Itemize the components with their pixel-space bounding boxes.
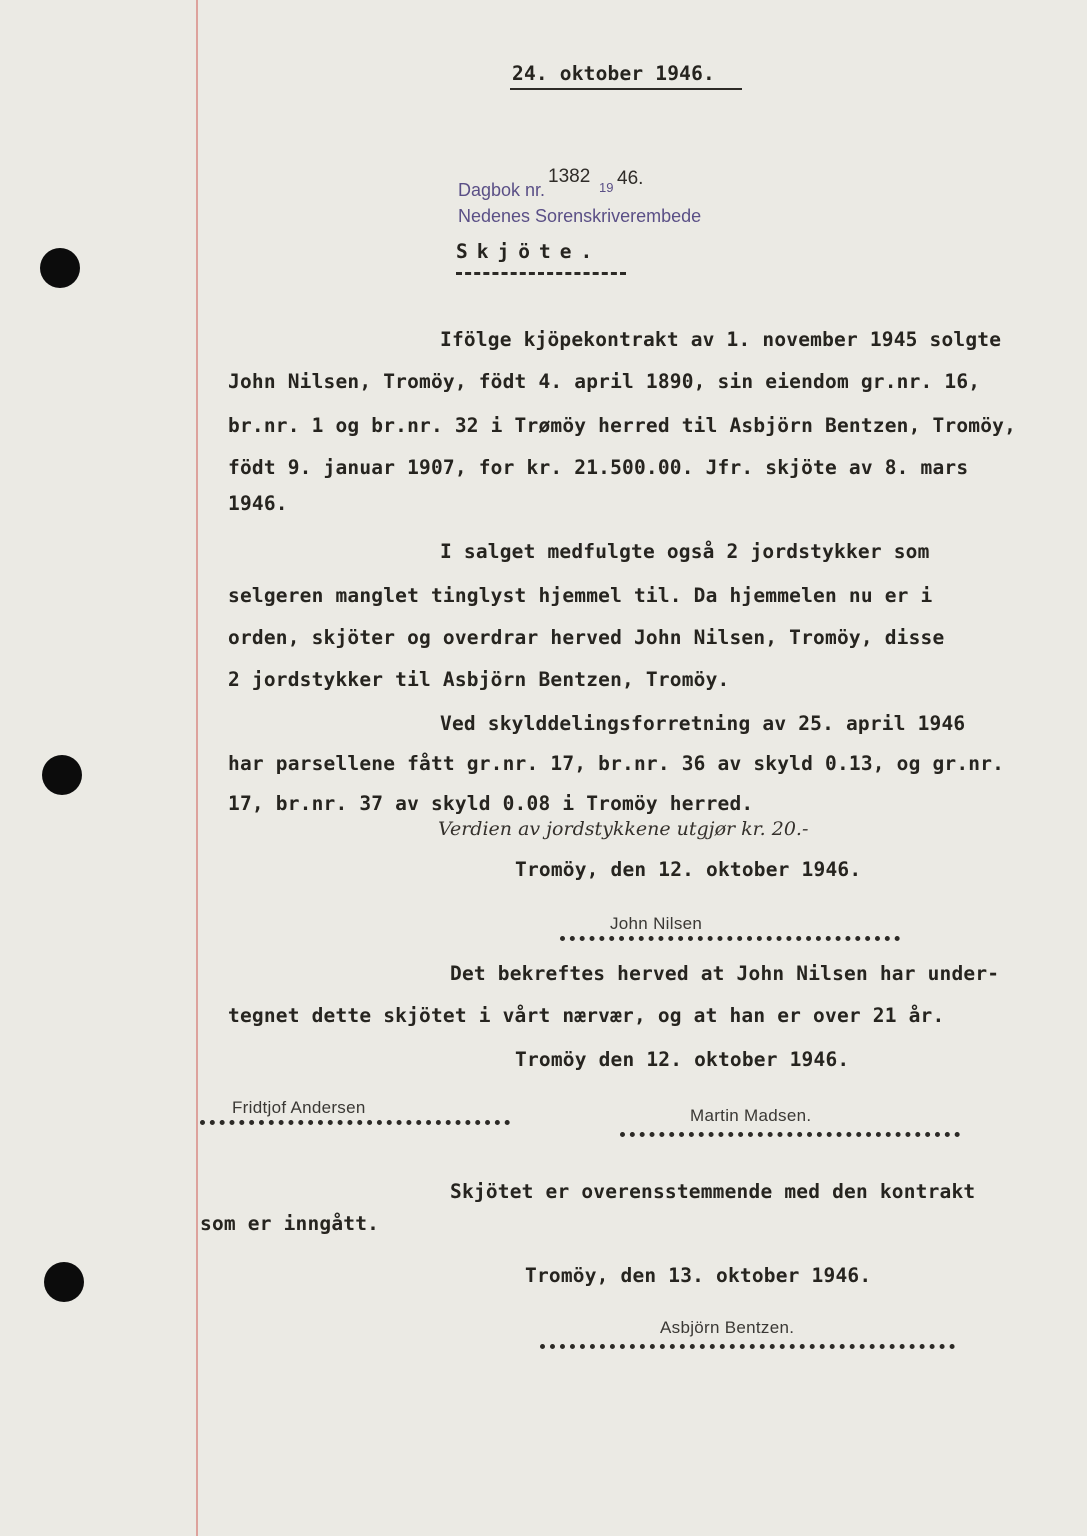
text-line: 17, br.nr. 37 av skyld 0.08 i Tromöy herred. xyxy=(228,792,754,815)
title-underline xyxy=(456,272,626,275)
text-line: br.nr. 1 og br.nr. 32 i Trømöy herred til Asbjörn Bentzen, Tromöy, xyxy=(228,414,1017,437)
punch-hole xyxy=(40,248,80,288)
place-date: Tromöy den 12. oktober 1946. xyxy=(515,1048,850,1071)
text-line: som er inngått. xyxy=(200,1212,380,1235)
place-date: Tromöy, den 12. oktober 1946. xyxy=(515,858,862,881)
place-date: Tromöy, den 13. oktober 1946. xyxy=(525,1264,872,1287)
signature-line xyxy=(540,1344,955,1349)
text-line: selgeren manglet tinglyst hjemmel til. Da hjemmelen nu er i xyxy=(228,584,933,607)
signature-line xyxy=(560,936,900,941)
text-line: orden, skjöter og overdrar herved John Nilsen, Tromöy, disse xyxy=(228,626,945,649)
signature-witness-1: Fridtjof Andersen xyxy=(232,1098,366,1117)
dagbok-year-suffix: 46. xyxy=(617,168,644,189)
signature-witness-2: Martin Madsen. xyxy=(690,1106,812,1125)
dagbok-number: 1382 xyxy=(548,166,591,187)
signature-john-nilsen: John Nilsen xyxy=(610,914,703,933)
text-line: har parsellene fått gr.nr. 17, br.nr. 36 av skyld 0.13, og gr.nr. xyxy=(228,752,1005,775)
document-date: 24. oktober 1946. xyxy=(512,62,715,85)
text-line: Ved skylddelingsforretning av 25. april 1946 xyxy=(440,712,966,735)
handwritten-note: Verdien av jordstykkene utgjør kr. 20.- xyxy=(438,818,809,840)
dagbok-label: Dagbok nr. xyxy=(458,180,546,200)
text-line: I salget medfulgte også 2 jordstykker som xyxy=(440,540,930,563)
office-stamp: Nedenes Sorenskriverembede xyxy=(458,206,702,226)
signature-line xyxy=(200,1120,510,1125)
text-line: John Nilsen, Tromöy, födt 4. april 1890, sin eiendom gr.nr. 16, xyxy=(228,370,981,393)
text-line: tegnet dette skjötet i vårt nærvær, og at han er over 21 år. xyxy=(228,1004,945,1027)
text-line: Det bekreftes herved at John Nilsen har under- xyxy=(450,962,1000,985)
punch-hole xyxy=(42,755,82,795)
dagbok-year-prefix: 19 xyxy=(599,180,614,195)
signature-asbjorn-bentzen: Asbjörn Bentzen. xyxy=(660,1318,795,1337)
date-underline xyxy=(510,88,742,90)
document-title: Skjöte. xyxy=(456,240,602,263)
text-line: födt 9. januar 1907, for kr. 21.500.00. Jfr. skjöte av 8. mars xyxy=(228,456,969,479)
margin-line xyxy=(196,0,198,1536)
text-line: 1946. xyxy=(228,492,288,515)
text-line: Ifölge kjöpekontrakt av 1. november 1945 solgte xyxy=(440,328,1002,351)
text-line: 2 jordstykker til Asbjörn Bentzen, Tromöy. xyxy=(228,668,730,691)
punch-hole xyxy=(44,1262,84,1302)
text-line: Skjötet er overensstemmende med den kontrakt xyxy=(450,1180,976,1203)
signature-line xyxy=(620,1132,960,1137)
